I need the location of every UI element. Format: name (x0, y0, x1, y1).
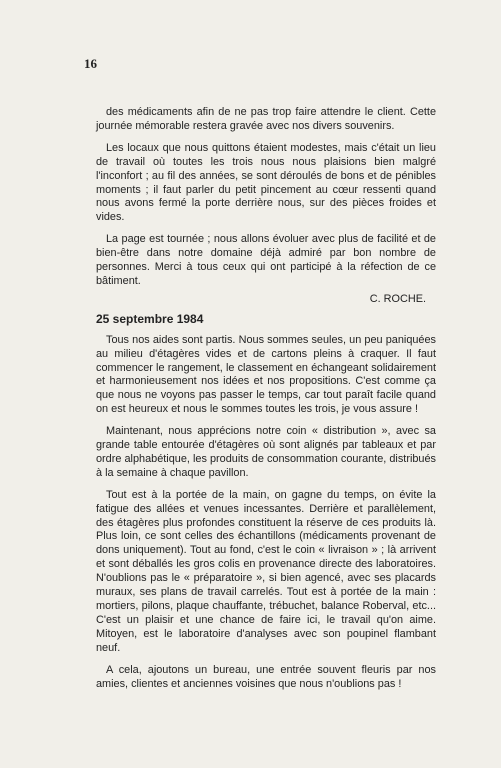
signature: C. ROCHE. (369, 292, 426, 305)
text-body (96, 106, 436, 699)
page-number: 16 (84, 56, 97, 71)
paragraph: Tout est à la portée de la main, on gagne du temps, on évite la fatigue des allées et venues incessantes. Derrière et parallèlement, des étagères plus profondes constituent la réserve de ces produits là. Plus loin, ce sont celles des échantillons (médicaments provenant de dons uniquement). Tout au fond, c'est le coin « livraison » ; là arrivent et sont déballés les gros colis en provenance directe des laboratoires. N'oublions pas le « préparatoire », si bien agencé, avec ses placards muraux, ses plans de travail carrelés. Tout est à portée de la main : mortiers, pilons, plaque chauffante, trébuchet, balance Roberval, etc... C'est un plaisir et une chance de faire ici, le travail qu'on aime. Mitoyen, est le laboratoire d'analyses avec son poupinel flambant neuf. (96, 488, 436, 654)
paragraph: Maintenant, nous apprécions notre coin « distribution », avec sa grande table entourée d'étagères où sont alignés par tableaux et par ordre alphabétique, les produits de consommation courante, distribués à la semaine à chaque pavillon. (96, 425, 436, 479)
paragraph: des médicaments afin de ne pas trop faire attendre le client. Cette journée mémorable restera gravée avec nos divers souvenirs. (96, 106, 436, 132)
paragraph: Les locaux que nous quittons étaient modestes, mais c'était un lieu de travail où toutes les trois nous nous plaisions bien malgré l'inconfort ; au fil des années, se sont déroulés de bons et de pénibles moments ; il faut parler du petit pincement au cœur ressenti quand nous avons fermé la porte derrière nous, sur des pièces froides et vides. (96, 141, 436, 224)
paragraph: La page est tournée ; nous allons évoluer avec plus de facilité et de bien-être dans notre domaine déjà admiré par bon nombre de personnes. Merci à tous ceux qui ont participé à la réfection de ce bâtiment. (96, 233, 436, 287)
paragraph: A cela, ajoutons un bureau, une entrée souvent fleuris par nos amies, clientes et anciennes voisines que nous n'oublions pas ! (96, 663, 436, 690)
paragraph: Tous nos aides sont partis. Nous sommes seules, un peu paniquées au milieu d'étagères vides et de cartons pleins à craquer. Il faut commencer le rangement, le classement en échangeant solidairement et harmonieusement nos idées et nos propositions. C'est comme ça que nous ne voyons pas passer le temps, car tout paraît facile quand on est heureux et nous le sommes toutes les trois, je vous assure ! (96, 333, 436, 416)
date-heading: 25 septembre 1984 (96, 311, 204, 326)
